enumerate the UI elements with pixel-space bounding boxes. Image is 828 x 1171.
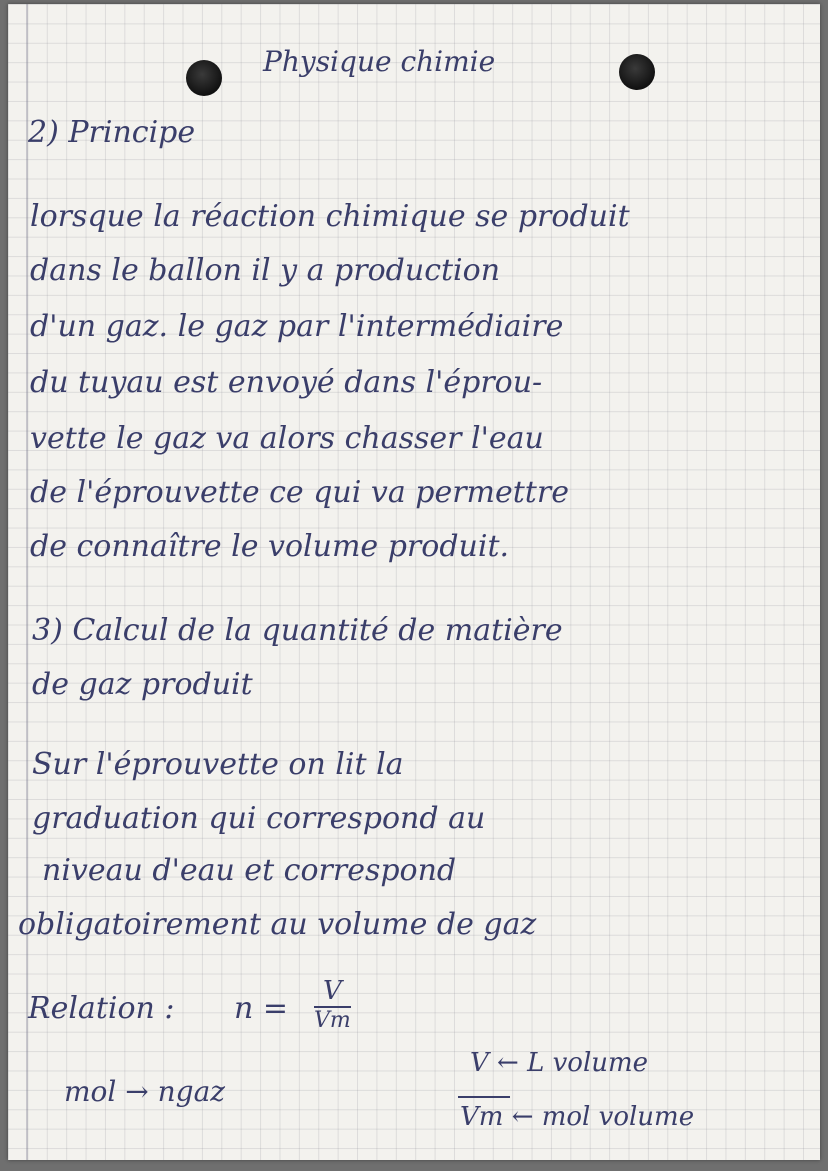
- principle-line: lorsque la réaction chimique se produit: [30, 199, 630, 234]
- legend-fraction-bar: [458, 1096, 510, 1098]
- legend-molar-volume: Vm ← mol volume: [460, 1102, 695, 1132]
- section-heading-calculation: 3) Calcul de la quantité de matière: [32, 613, 563, 648]
- relation-label: Relation :: [28, 991, 175, 1026]
- calculation-line: niveau d'eau et correspond: [42, 853, 457, 888]
- page-title: Physique chimie: [263, 45, 496, 78]
- principle-line: de l'éprouvette ce qui va permettre: [30, 475, 569, 510]
- punch-hole-right: [619, 54, 655, 90]
- margin-line: [26, 4, 28, 1160]
- legend-volume: V ← L volume: [470, 1048, 649, 1078]
- punch-hole-left: [186, 60, 222, 96]
- section-heading-principle: 2) Principe: [28, 115, 196, 150]
- relation-lhs: n =: [234, 991, 288, 1026]
- relation-fraction: [314, 976, 351, 1033]
- fraction-denominator: Vm: [314, 1008, 351, 1033]
- fraction-numerator: V: [314, 976, 351, 1008]
- principle-line: dans le ballon il y a production: [30, 253, 501, 288]
- principle-line: d'un gaz. le gaz par l'intermédiaire: [30, 309, 564, 344]
- calculation-line: graduation qui correspond au: [32, 801, 486, 836]
- notebook-page: [8, 4, 820, 1160]
- principle-line: vette le gaz va alors chasser l'eau: [30, 421, 544, 456]
- principle-line: du tuyau est envoyé dans l'éprou-: [30, 365, 543, 400]
- section-heading-calculation-cont: de gaz produit: [32, 667, 253, 702]
- calculation-line: obligatoirement au volume de gaz: [18, 907, 537, 942]
- principle-line: de connaître le volume produit.: [30, 529, 510, 564]
- calculation-line: Sur l'éprouvette on lit la: [32, 747, 404, 782]
- units-line: mol → ngaz: [64, 1075, 226, 1108]
